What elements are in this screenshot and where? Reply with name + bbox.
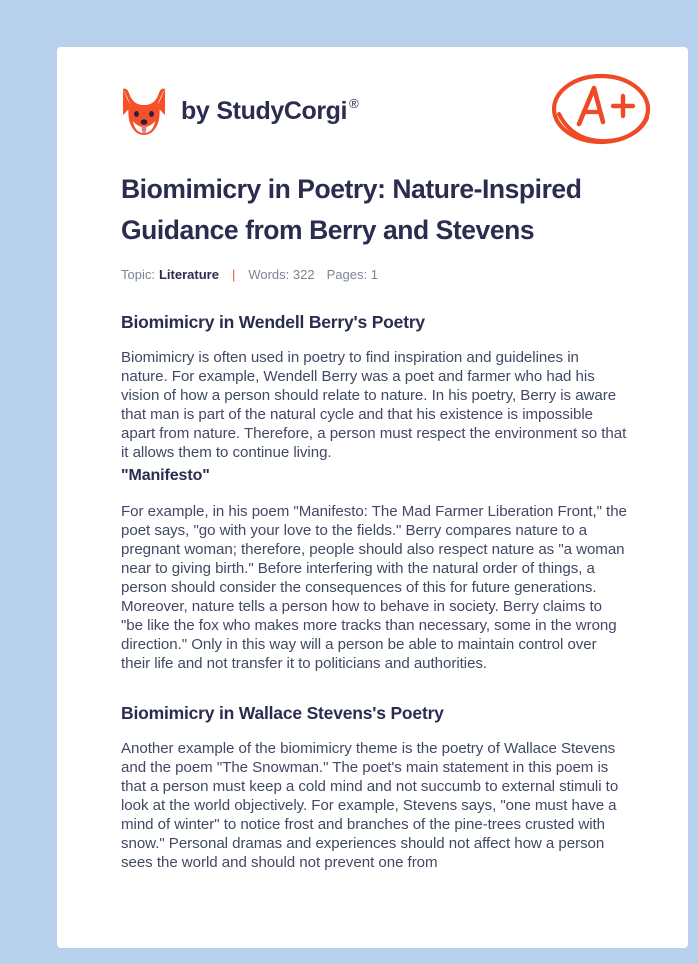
section-paragraph-berry: Biomimicry is often used in poetry to find inspiration and guidelines in nature. For example, Wendell Berry was a poet and farmer who had his vision of how a person should relate to nature. In his poetry, Berry is aware that man is part of the natural cycle and that his existence is impossible apart from nature. Therefore, a person must respect the environment so that it allows them to continue living. bbox=[121, 349, 627, 461]
registered-trademark-icon: ® bbox=[349, 95, 359, 111]
meta-topic-label: Topic: bbox=[121, 267, 155, 282]
meta-pages bbox=[327, 267, 378, 282]
section-heading-stevens: Biomimicry in Wallace Stevens's Poetry bbox=[121, 703, 444, 723]
page-title: Biomimicry in Poetry: Nature-Inspired Guidance from Berry and Stevens bbox=[121, 174, 582, 245]
a-plus-grade-badge-icon bbox=[547, 68, 655, 154]
meta-separator: | bbox=[231, 267, 236, 282]
article-body bbox=[57, 310, 688, 872]
meta-words-value: 322 bbox=[292, 267, 315, 282]
section-paragraph-stevens: Another example of the biomimicry theme is the poetry of Wallace Stevens and the poem "The Snowman." The poet's main statement in this poem is that a person must keep a cold mind and not succumb to external stimuli to look at the world objectively. For example, Stevens says, "one must have a mind of winter" to notice frost and branches of the pine-trees crusted with snow." Personal dramas and experiences should not affect how a person sees the world and should not prevent one from bbox=[121, 740, 619, 871]
meta-words-label: Words: bbox=[248, 267, 290, 282]
meta-pages-value: 1 bbox=[370, 267, 378, 282]
brand-wordmark bbox=[181, 97, 358, 126]
brand-name-label: StudyCorgi bbox=[216, 96, 348, 125]
section-paragraph-manifesto: For example, in his poem "Manifesto: The Mad Farmer Liberation Front," the poet says, "go with your love to the fields." Berry compares nature to a pregnant woman; therefore, people should also respect nature as "a woman near to giving birth." Before interfering with the natural order of things, a person should consider the consequences of this for future generations. Moreover, nature tells a person how to behave in society. Berry claims to "be like the fox who makes more tracks than necessary, some in the wrong direction." Only in this way will a person be able to maintain control over their life and not transfer it to politicians and authorities. bbox=[121, 503, 627, 672]
subheading-manifesto: "Manifesto" bbox=[121, 467, 210, 484]
corgi-face-icon bbox=[121, 85, 167, 137]
meta-topic-value[interactable]: Literature bbox=[158, 267, 219, 282]
article-meta bbox=[57, 251, 688, 282]
brand-logo-link[interactable] bbox=[121, 85, 358, 137]
article-card bbox=[57, 47, 688, 948]
site-header bbox=[57, 47, 688, 157]
brand-by-label: by bbox=[181, 96, 210, 125]
meta-words bbox=[248, 267, 314, 282]
meta-pages-label: Pages: bbox=[326, 267, 368, 282]
section-heading-berry: Biomimicry in Wendell Berry's Poetry bbox=[121, 312, 425, 332]
